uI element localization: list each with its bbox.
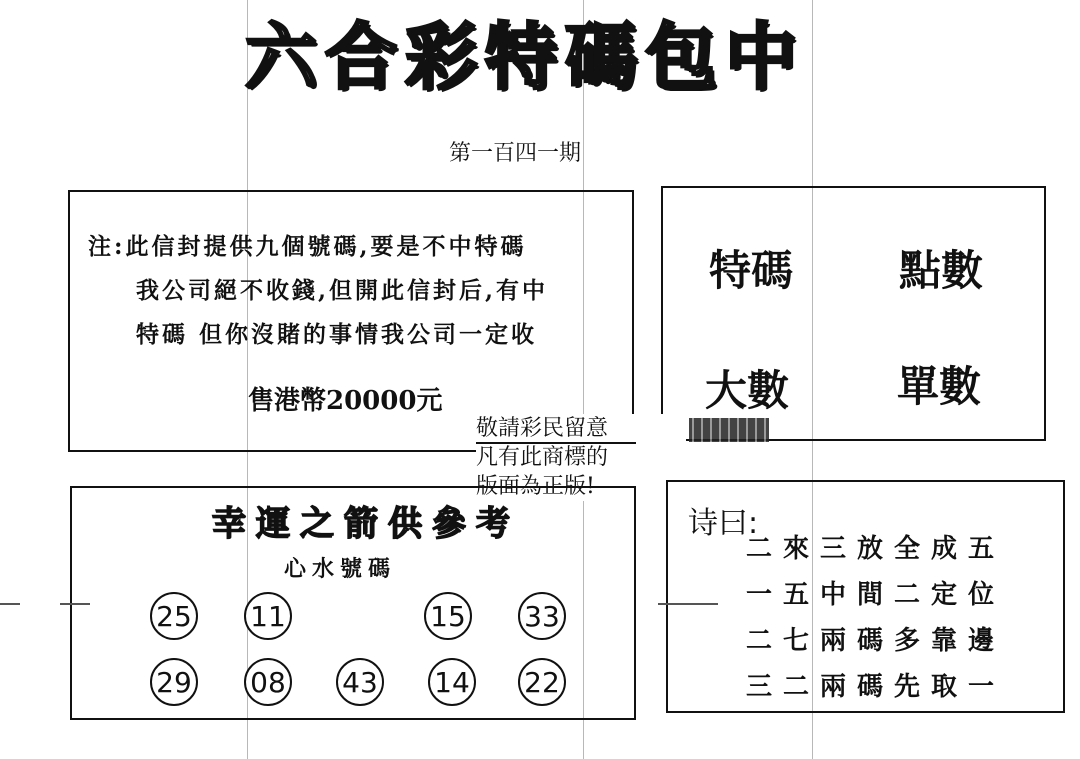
number-ball: 29 xyxy=(150,658,198,706)
type-box xyxy=(661,186,1046,441)
number-ball: 25 xyxy=(150,592,198,640)
trademark-seal-icon xyxy=(689,418,769,442)
number-ball: 33 xyxy=(518,592,566,640)
scan-dash xyxy=(0,603,20,605)
lucky-subtitle: 心水號碼 xyxy=(284,556,397,582)
type-odd-number: 單數 xyxy=(897,362,982,411)
scan-dash xyxy=(658,603,718,605)
issue-number: 第一百四一期 xyxy=(448,141,581,166)
poem-heading: 诗曰: xyxy=(688,506,759,541)
notice-line: 版面為正版! xyxy=(476,474,595,499)
type-points: 點數 xyxy=(899,246,984,295)
lucky-title: 幸運之箭供參考 xyxy=(212,504,520,544)
number-ball: 08 xyxy=(244,658,292,706)
poem-box xyxy=(666,480,1065,713)
poem-line: 二來三放全成五 xyxy=(746,534,1006,564)
number-ball: 22 xyxy=(518,658,566,706)
number-ball: 14 xyxy=(428,658,476,706)
note-box xyxy=(68,190,634,452)
type-big-number: 大數 xyxy=(705,366,790,415)
notice-underline xyxy=(476,442,636,444)
number-ball: 43 xyxy=(336,658,384,706)
number-ball: 11 xyxy=(244,592,292,640)
poem-line: 三二兩碼先取一 xyxy=(746,672,1006,702)
price-text: 售港幣20000元 xyxy=(248,386,443,416)
notice-line: 凡有此商標的 xyxy=(476,445,609,470)
scan-dash xyxy=(60,603,90,605)
note-line: 特碼 但你沒賭的事情我公司一定收 xyxy=(136,321,538,348)
notice-line: 敬請彩民留意 xyxy=(476,416,609,441)
type-special-number: 特碼 xyxy=(709,246,794,295)
note-line: 我公司絕不收錢,但開此信封后,有中 xyxy=(136,277,549,304)
poem-line: 一五中間二定位 xyxy=(746,580,1006,610)
number-ball: 15 xyxy=(424,592,472,640)
poem-line: 二七兩碼多靠邊 xyxy=(746,626,1006,656)
lucky-numbers-box xyxy=(70,486,636,720)
note-line: 注:此信封提供九個號碼,要是不中特碼 xyxy=(88,233,527,260)
page-title: 六合彩特碼包中 xyxy=(245,14,806,99)
